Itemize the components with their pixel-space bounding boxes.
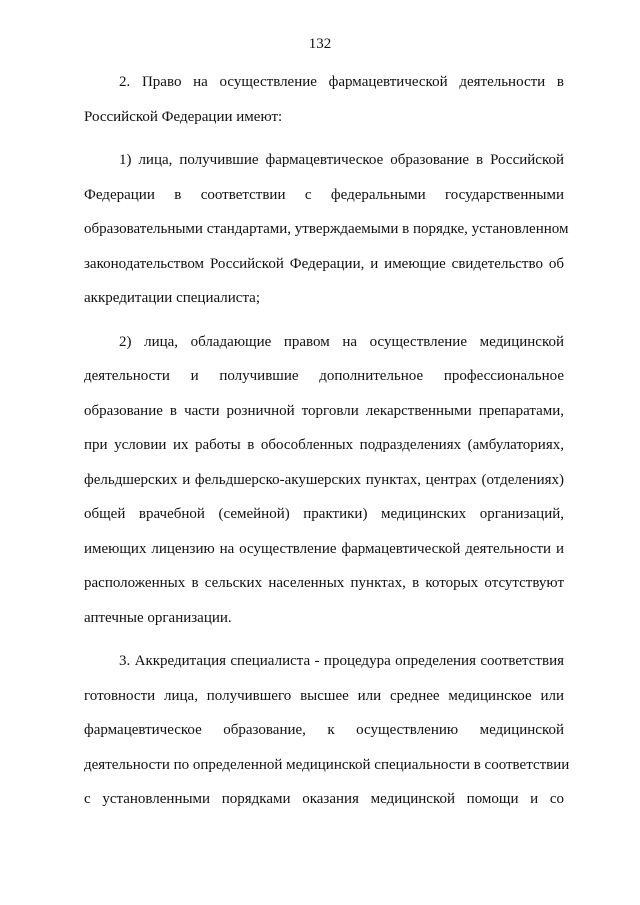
text-line: 1) лица, получившие фармацевтическое образование в Российской: [119, 152, 564, 168]
text-line: деятельности и получившие дополнительное профессиональное: [84, 368, 564, 384]
paragraph-right-to-pharma-activity: [84, 65, 564, 134]
text-line: аккредитации специалиста;: [84, 290, 261, 306]
paragraph-accreditation-definition: [84, 644, 570, 817]
paragraph-item-2: [84, 325, 564, 636]
text-line: фельдшерских и фельдшерско-акушерских пунктах, центрах (отделениях): [84, 471, 564, 488]
text-line: деятельности по определенной медицинской специальности в соответствии: [84, 756, 570, 773]
text-line: при условии их работы в обособленных подразделениях (амбулаториях,: [84, 437, 564, 453]
text-line: с установленными порядками оказания медицинской помощи и со: [84, 791, 564, 807]
text-line: имеющих лицензию на осуществление фармацевтической деятельности и: [84, 540, 564, 557]
text-line: Федерации в соответствии с федеральными государственными: [84, 186, 564, 203]
text-line: законодательством Российской Федерации, и имеющие свидетельство об: [84, 255, 564, 272]
text-line: аптечные организации.: [84, 609, 232, 626]
text-line: 3. Аккредитация специалиста - процедура определения соответствия: [119, 653, 564, 669]
text-line: общей врачебной (семейной) практики) медицинских организаций,: [84, 506, 564, 522]
text-line: 2) лица, обладающие правом на осуществление медицинской: [119, 333, 564, 350]
page-number: 132: [308, 36, 332, 52]
text-line: образовательными стандартами, утверждаемыми в порядке, установленном: [84, 221, 569, 237]
document-body: [84, 65, 570, 826]
text-line: образование в части розничной торговли лекарственными препаратами,: [84, 402, 564, 419]
text-line: Российской Федерации имеют:: [84, 108, 283, 125]
text-line: готовности лица, получившего высшее или среднее медицинское или: [84, 687, 564, 704]
paragraph-item-1: [84, 143, 569, 316]
text-line: фармацевтическое образование, к осуществлению медицинской: [84, 722, 564, 738]
text-line: расположенных в сельских населенных пунктах, в которых отсутствуют: [84, 575, 564, 591]
text-line: 2. Право на осуществление фармацевтической деятельности в: [119, 74, 564, 90]
